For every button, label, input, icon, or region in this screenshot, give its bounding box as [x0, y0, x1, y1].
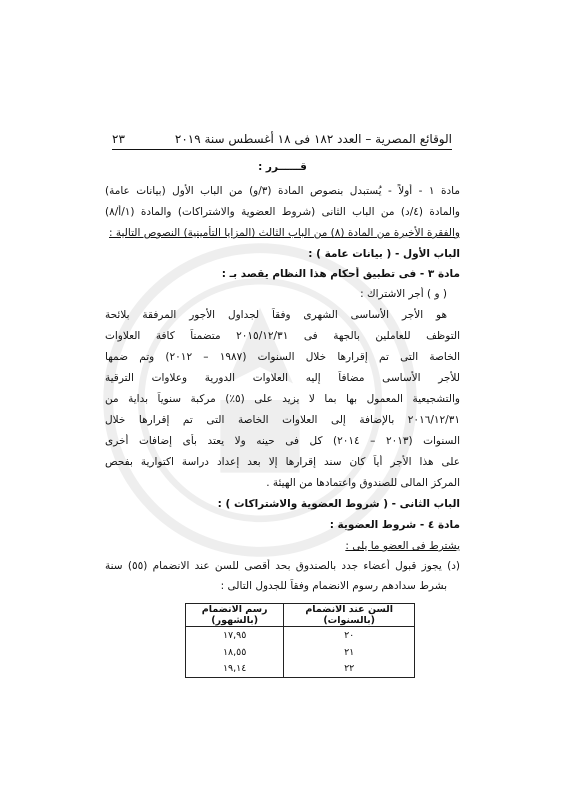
text-line: والمادة (٤/د) من الباب الثانى (شروط العضوية والاشتراكات) والمادة (١/أ/٨)	[105, 206, 460, 218]
fee-cell: ١٧,٩٥	[186, 627, 284, 644]
text-line: ٢٠١٦/١٢/٣١ بالإضافة إلى العلاوات الخاصة التى تم إقرارها خلال	[105, 414, 460, 426]
fee-column-header	[186, 604, 284, 627]
article-heading: مادة ٤ - شروط العضوية :	[329, 519, 460, 531]
article-heading: مادة ٣ - فى تطبيق أحكام هذا النظام يقصد بـ :	[221, 268, 460, 280]
text-line: التوظف للعاملين بالجهة فى ٢٠١٥/١٢/٣١ متضمناً كافة العلاوات	[105, 330, 460, 342]
age-cell: ٢٠	[284, 627, 415, 644]
fees-table	[185, 603, 415, 678]
age-header-label: السن عند الانضمام	[305, 604, 393, 615]
text-line: المركز المالى للصندوق واعتمادها من الهيئة .	[266, 477, 460, 489]
text-line: بشرط سدادهم رسوم الانضمام وفقاً للجدول التالى :	[220, 580, 447, 592]
table-header-row	[186, 604, 415, 627]
fee-cell: ١٨,٥٥	[186, 644, 284, 661]
fee-cell: ١٩,١٤	[186, 661, 284, 678]
decree-heading: قــــــرر :	[258, 161, 307, 173]
text-line: على هذا الأجر أياً كان سند إقرارها إلا بعد إعداد دراسة اكتوارية بفحص	[105, 456, 460, 468]
text-line: (د) يجوز قبول أعضاء جدد بالصندوق بحد أقصى للسن عند الانضمام (٥٥) سنة	[105, 560, 460, 572]
table-row	[186, 627, 415, 644]
header-publication: الوقائع المصرية – العدد ١٨٢ فى ١٨ أغسطس سنة ٢٠١٩	[174, 132, 452, 146]
age-column-header	[284, 604, 415, 627]
text-line: والفقرة الأخيرة من المادة (٨) من الباب الثالث (المزايا التأمينية) النصوص التالية :	[109, 227, 460, 239]
fee-header-label: رسم الانضمام	[201, 604, 268, 615]
clause-heading: ( و ) أجر الاشتراك :	[360, 288, 447, 300]
text-line: للأجر الأساسى مضافاً إليه العلاوات الدورية وعلاوات الترقية	[105, 372, 460, 384]
text-line: الخاصة التى تم إقرارها خلال السنوات (١٩٨٧ – ٢٠١٢) وتم ضمها	[105, 351, 460, 363]
age-header-unit: (بالسنوات)	[323, 615, 376, 626]
age-cell: ٢٢	[284, 661, 415, 678]
text-line: مادة ١ - أولاً - يُستبدل بنصوص المادة (٣/و) من الباب الأول (بيانات عامة)	[105, 185, 460, 197]
age-cell: ٢١	[284, 644, 415, 661]
table-row	[186, 661, 415, 678]
text-line: يشترط فى العضو ما يلى :	[345, 540, 460, 552]
text-line: والتشجيعية المعمول بها بما لا يزيد على (٥٪) مركبة سنوياً بداية من	[105, 393, 460, 405]
table-row	[186, 644, 415, 661]
text-line: هو الأجر الأساسى الشهرى وفقاً لجداول الأجور المرفقة بلائحة	[105, 309, 447, 321]
page-number: ٢٣	[112, 132, 125, 146]
page-header	[112, 128, 452, 150]
section-heading: الباب الأول - ( بيانات عامة ) :	[308, 248, 460, 260]
fee-header-unit: (بالشهور)	[211, 615, 259, 626]
text-line: السنوات (٢٠١٣ – ٢٠١٤) كل فى حينه ولا يعتد بأى إضافات أخرى	[105, 435, 460, 447]
section-heading: الباب الثانى - ( شروط العضوية والاشتراكات ) :	[217, 498, 460, 510]
